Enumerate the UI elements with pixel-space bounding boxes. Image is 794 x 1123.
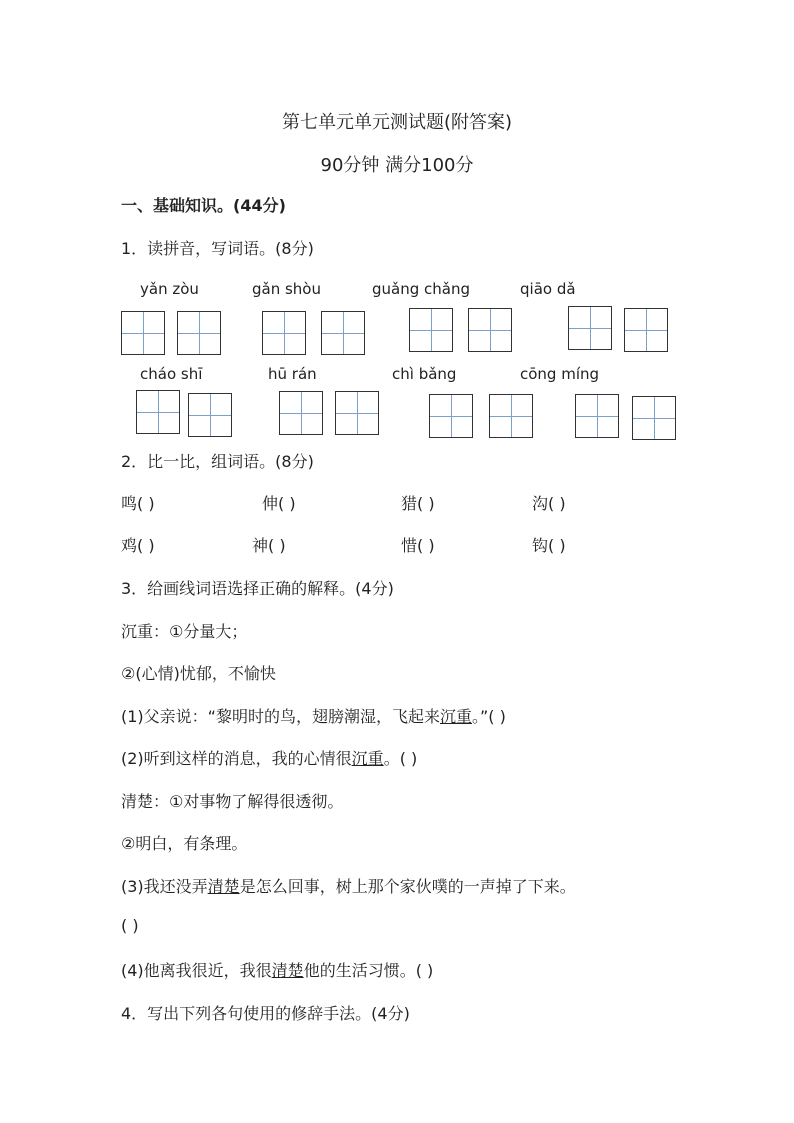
writing-grid-box[interactable]	[262, 311, 306, 355]
compare-item[interactable]: 惜( )	[401, 536, 435, 555]
compare-item[interactable]: 沟( )	[532, 494, 566, 513]
sentence-text: (2)听到这样的消息，我的心情很	[121, 749, 352, 768]
sentence-answer-blank[interactable]: 。( )	[383, 749, 418, 768]
pinyin-label: yǎn zòu	[140, 280, 199, 298]
writing-grid-box[interactable]	[121, 311, 165, 355]
pinyin-label: guǎng chǎng	[372, 280, 470, 298]
sentence-3	[121, 874, 576, 897]
compare-item[interactable]: 猎( )	[401, 494, 435, 513]
question-1-prompt: 1．读拼音，写词语。(8分)	[121, 239, 314, 258]
definition-line: ②明白，有条理。	[121, 834, 248, 853]
underlined-word: 沉重	[351, 749, 384, 768]
writing-grid-box[interactable]	[632, 396, 676, 440]
sentence-answer-blank[interactable]: ( )	[121, 916, 139, 935]
writing-grid-box[interactable]	[279, 391, 323, 435]
sentence-1	[121, 704, 506, 727]
underlined-word: 沉重	[439, 707, 472, 726]
definition-line: ②(心情)忧郁，不愉快	[121, 664, 276, 683]
sentence-answer-blank[interactable]: 。”( )	[471, 707, 506, 726]
writing-grid-box[interactable]	[335, 391, 379, 435]
question-3-prompt: 3．给画线词语选择正确的解释。(4分)	[121, 579, 394, 598]
writing-grid-box[interactable]	[468, 308, 512, 352]
pinyin-label: chì bǎng	[392, 365, 457, 383]
writing-grid-box[interactable]	[409, 308, 453, 352]
compare-item[interactable]: 钩( )	[532, 536, 566, 555]
definition-line: 沉重：①分量大；	[121, 622, 248, 641]
writing-grid-box[interactable]	[136, 390, 180, 434]
sentence-2	[121, 746, 417, 769]
sentence-text: (3)我还没弄	[121, 877, 208, 896]
writing-grid-box[interactable]	[624, 308, 668, 352]
writing-grid-box[interactable]	[489, 394, 533, 438]
sentence-text: (4)他离我很近，我很	[121, 961, 272, 980]
writing-grid-box[interactable]	[177, 311, 221, 355]
writing-grid-box[interactable]	[188, 393, 232, 437]
sentence-text: 是怎么回事，树上那个家伙噗的一声掉了下来。	[239, 877, 576, 896]
writing-grid-box[interactable]	[575, 394, 619, 438]
pinyin-label: cháo shī	[140, 365, 203, 383]
writing-grid-box[interactable]	[321, 311, 365, 355]
pinyin-label: qiāo dǎ	[520, 280, 576, 298]
question-4-prompt: 4．写出下列各句使用的修辞手法。(4分)	[121, 1004, 410, 1023]
compare-item[interactable]: 鸣( )	[121, 494, 155, 513]
sentence-4	[121, 958, 433, 981]
question-2-prompt: 2．比一比，组词语。(8分)	[121, 452, 314, 471]
underlined-word: 清楚	[207, 877, 240, 896]
sentence-text: (1)父亲说：“黎明时的鸟，翅膀潮湿，飞起来	[121, 707, 440, 726]
pinyin-label: cōng míng	[520, 365, 600, 383]
writing-grid-box[interactable]	[568, 306, 612, 350]
pinyin-label: hū rán	[268, 365, 317, 383]
underlined-word: 清楚	[271, 961, 304, 980]
compare-item[interactable]: 鸡( )	[121, 536, 155, 555]
sentence-answer-blank[interactable]: 他的生活习惯。( )	[303, 961, 434, 980]
compare-item[interactable]: 伸( )	[262, 494, 296, 513]
writing-grid-box[interactable]	[429, 394, 473, 438]
pinyin-label: gǎn shòu	[252, 280, 321, 298]
section-heading: 一、基础知识。(44分)	[121, 196, 286, 215]
compare-item[interactable]: 神( )	[252, 536, 286, 555]
page-title: 第七单元单元测试题(附答案)	[281, 112, 513, 133]
definition-line: 清楚：①对事物了解得很透彻。	[121, 792, 344, 811]
page-subtitle: 90分钟 满分100分	[320, 155, 474, 176]
